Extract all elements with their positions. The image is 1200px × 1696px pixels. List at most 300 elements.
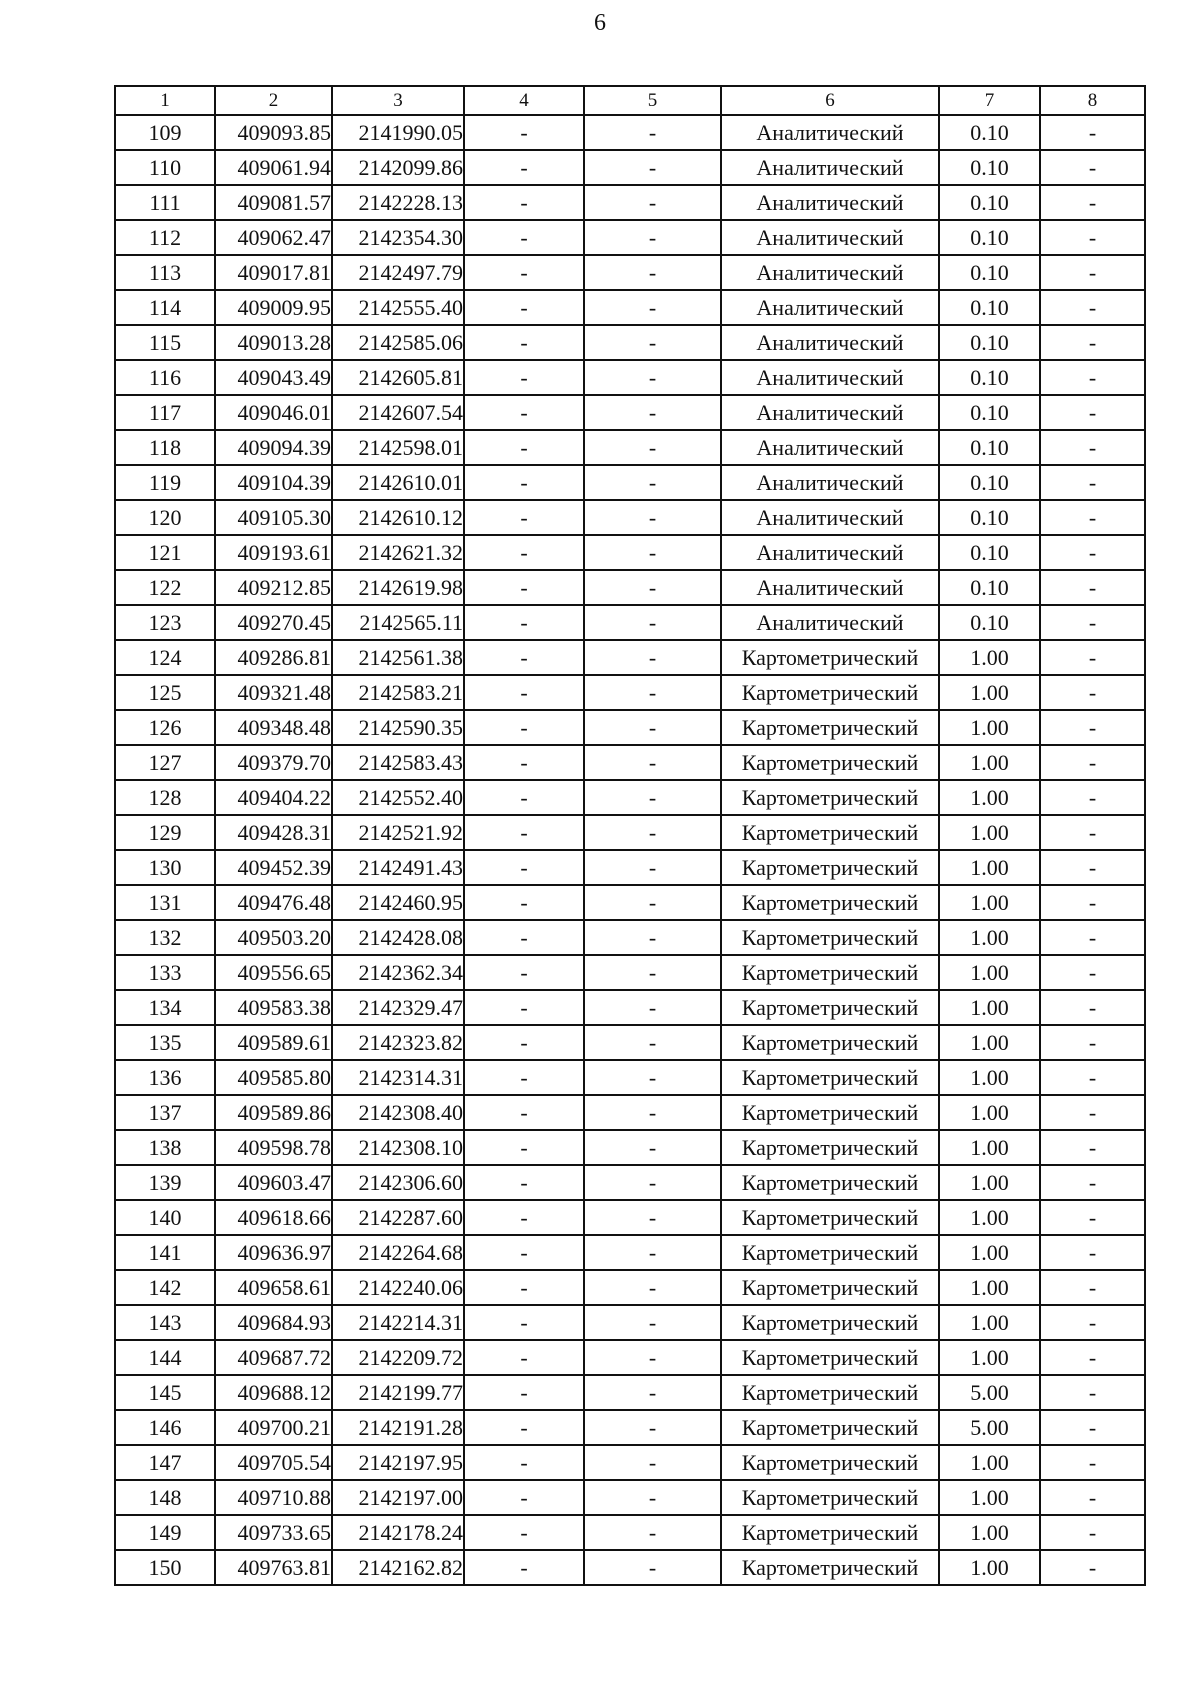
column-8-cell: -	[1040, 1130, 1145, 1165]
point-number-cell: 109	[115, 115, 215, 150]
accuracy-cell: 1.00	[939, 1130, 1040, 1165]
table-row	[115, 1375, 1145, 1410]
column-4-cell: -	[464, 1480, 584, 1515]
column-4-cell: -	[464, 1515, 584, 1550]
table-row	[115, 220, 1145, 255]
table-row	[115, 920, 1145, 955]
y-coordinate-cell: 2142598.01	[332, 430, 464, 465]
point-number-cell: 117	[115, 395, 215, 430]
column-8-cell: -	[1040, 1375, 1145, 1410]
column-5-cell: -	[584, 535, 721, 570]
accuracy-cell: 0.10	[939, 465, 1040, 500]
column-5-cell: -	[584, 1480, 721, 1515]
accuracy-cell: 0.10	[939, 150, 1040, 185]
point-number-cell: 142	[115, 1270, 215, 1305]
x-coordinate-cell: 409013.28	[215, 325, 332, 360]
column-4-cell: -	[464, 1340, 584, 1375]
point-number-cell: 134	[115, 990, 215, 1025]
method-cell: Аналитический	[721, 395, 939, 430]
y-coordinate-cell: 2142099.86	[332, 150, 464, 185]
y-coordinate-cell: 2142565.11	[332, 605, 464, 640]
method-cell: Картометрический	[721, 780, 939, 815]
point-number-cell: 145	[115, 1375, 215, 1410]
point-number-cell: 115	[115, 325, 215, 360]
column-5-cell: -	[584, 1025, 721, 1060]
point-number-cell: 140	[115, 1200, 215, 1235]
method-cell: Картометрический	[721, 1480, 939, 1515]
column-8-cell: -	[1040, 675, 1145, 710]
column-4-cell: -	[464, 885, 584, 920]
method-cell: Аналитический	[721, 150, 939, 185]
column-5-cell: -	[584, 220, 721, 255]
method-cell: Картометрический	[721, 1270, 939, 1305]
column-8-cell: -	[1040, 1515, 1145, 1550]
table-row	[115, 535, 1145, 570]
column-4-cell: -	[464, 570, 584, 605]
column-header: 2	[215, 86, 332, 115]
y-coordinate-cell: 2142197.95	[332, 1445, 464, 1480]
table-row	[115, 710, 1145, 745]
method-cell: Аналитический	[721, 360, 939, 395]
column-8-cell: -	[1040, 920, 1145, 955]
column-8-cell: -	[1040, 640, 1145, 675]
column-4-cell: -	[464, 675, 584, 710]
accuracy-cell: 0.10	[939, 255, 1040, 290]
table-row	[115, 1480, 1145, 1515]
point-number-cell: 135	[115, 1025, 215, 1060]
x-coordinate-cell: 409105.30	[215, 500, 332, 535]
method-cell: Картометрический	[721, 710, 939, 745]
column-5-cell: -	[584, 1515, 721, 1550]
accuracy-cell: 1.00	[939, 955, 1040, 990]
y-coordinate-cell: 2142619.98	[332, 570, 464, 605]
column-8-cell: -	[1040, 850, 1145, 885]
column-5-cell: -	[584, 500, 721, 535]
column-8-cell: -	[1040, 1235, 1145, 1270]
column-5-cell: -	[584, 1200, 721, 1235]
column-4-cell: -	[464, 535, 584, 570]
x-coordinate-cell: 409093.85	[215, 115, 332, 150]
table-body	[115, 115, 1145, 1585]
x-coordinate-cell: 409710.88	[215, 1480, 332, 1515]
column-8-cell: -	[1040, 430, 1145, 465]
point-number-cell: 133	[115, 955, 215, 990]
table-row	[115, 745, 1145, 780]
x-coordinate-cell: 409688.12	[215, 1375, 332, 1410]
x-coordinate-cell: 409081.57	[215, 185, 332, 220]
column-5-cell: -	[584, 850, 721, 885]
column-5-cell: -	[584, 1130, 721, 1165]
y-coordinate-cell: 2142354.30	[332, 220, 464, 255]
column-8-cell: -	[1040, 1200, 1145, 1235]
table-row	[115, 1200, 1145, 1235]
x-coordinate-cell: 409618.66	[215, 1200, 332, 1235]
column-5-cell: -	[584, 1095, 721, 1130]
method-cell: Картометрический	[721, 1550, 939, 1585]
column-4-cell: -	[464, 395, 584, 430]
accuracy-cell: 1.00	[939, 920, 1040, 955]
column-5-cell: -	[584, 780, 721, 815]
y-coordinate-cell: 2142607.54	[332, 395, 464, 430]
column-4-cell: -	[464, 1060, 584, 1095]
x-coordinate-cell: 409583.38	[215, 990, 332, 1025]
point-number-cell: 129	[115, 815, 215, 850]
method-cell: Аналитический	[721, 465, 939, 500]
y-coordinate-cell: 2142329.47	[332, 990, 464, 1025]
method-cell: Картометрический	[721, 1130, 939, 1165]
column-5-cell: -	[584, 570, 721, 605]
column-5-cell: -	[584, 430, 721, 465]
method-cell: Картометрический	[721, 920, 939, 955]
accuracy-cell: 5.00	[939, 1410, 1040, 1445]
column-4-cell: -	[464, 1305, 584, 1340]
point-number-cell: 127	[115, 745, 215, 780]
point-number-cell: 130	[115, 850, 215, 885]
y-coordinate-cell: 2142306.60	[332, 1165, 464, 1200]
method-cell: Аналитический	[721, 325, 939, 360]
accuracy-cell: 0.10	[939, 500, 1040, 535]
point-number-cell: 139	[115, 1165, 215, 1200]
y-coordinate-cell: 2142428.08	[332, 920, 464, 955]
x-coordinate-cell: 409286.81	[215, 640, 332, 675]
x-coordinate-cell: 409428.31	[215, 815, 332, 850]
column-8-cell: -	[1040, 1445, 1145, 1480]
y-coordinate-cell: 2142460.95	[332, 885, 464, 920]
x-coordinate-cell: 409684.93	[215, 1305, 332, 1340]
column-5-cell: -	[584, 325, 721, 360]
column-5-cell: -	[584, 885, 721, 920]
table-row	[115, 1025, 1145, 1060]
column-8-cell: -	[1040, 990, 1145, 1025]
column-5-cell: -	[584, 745, 721, 780]
column-4-cell: -	[464, 1235, 584, 1270]
column-8-cell: -	[1040, 255, 1145, 290]
accuracy-cell: 0.10	[939, 430, 1040, 465]
method-cell: Аналитический	[721, 605, 939, 640]
y-coordinate-cell: 2142621.32	[332, 535, 464, 570]
point-number-cell: 150	[115, 1550, 215, 1585]
method-cell: Аналитический	[721, 185, 939, 220]
page-number: 6	[594, 10, 606, 36]
accuracy-cell: 1.00	[939, 1165, 1040, 1200]
x-coordinate-cell: 409009.95	[215, 290, 332, 325]
y-coordinate-cell: 2142199.77	[332, 1375, 464, 1410]
x-coordinate-cell: 409043.49	[215, 360, 332, 395]
table-row	[115, 115, 1145, 150]
point-number-cell: 121	[115, 535, 215, 570]
column-4-cell: -	[464, 780, 584, 815]
point-number-cell: 148	[115, 1480, 215, 1515]
column-4-cell: -	[464, 850, 584, 885]
column-4-cell: -	[464, 1025, 584, 1060]
table-row	[115, 1340, 1145, 1375]
table-row	[115, 1095, 1145, 1130]
column-8-cell: -	[1040, 955, 1145, 990]
column-8-cell: -	[1040, 1410, 1145, 1445]
accuracy-cell: 0.10	[939, 360, 1040, 395]
column-4-cell: -	[464, 290, 584, 325]
column-5-cell: -	[584, 920, 721, 955]
accuracy-cell: 1.00	[939, 1235, 1040, 1270]
column-8-cell: -	[1040, 1165, 1145, 1200]
y-coordinate-cell: 2142583.21	[332, 675, 464, 710]
accuracy-cell: 1.00	[939, 710, 1040, 745]
x-coordinate-cell: 409476.48	[215, 885, 332, 920]
column-4-cell: -	[464, 360, 584, 395]
accuracy-cell: 1.00	[939, 1270, 1040, 1305]
y-coordinate-cell: 2142228.13	[332, 185, 464, 220]
accuracy-cell: 1.00	[939, 850, 1040, 885]
accuracy-cell: 1.00	[939, 745, 1040, 780]
table-row	[115, 1235, 1145, 1270]
column-4-cell: -	[464, 185, 584, 220]
column-8-cell: -	[1040, 1270, 1145, 1305]
y-coordinate-cell: 2142178.24	[332, 1515, 464, 1550]
table-header-row	[115, 86, 1145, 115]
accuracy-cell: 1.00	[939, 780, 1040, 815]
y-coordinate-cell: 2142162.82	[332, 1550, 464, 1585]
column-4-cell: -	[464, 1165, 584, 1200]
method-cell: Аналитический	[721, 535, 939, 570]
column-8-cell: -	[1040, 605, 1145, 640]
x-coordinate-cell: 409193.61	[215, 535, 332, 570]
y-coordinate-cell: 2142561.38	[332, 640, 464, 675]
column-8-cell: -	[1040, 150, 1145, 185]
y-coordinate-cell: 2142583.43	[332, 745, 464, 780]
column-5-cell: -	[584, 640, 721, 675]
column-4-cell: -	[464, 955, 584, 990]
coordinates-table	[114, 85, 1146, 1586]
y-coordinate-cell: 2142323.82	[332, 1025, 464, 1060]
column-8-cell: -	[1040, 745, 1145, 780]
point-number-cell: 144	[115, 1340, 215, 1375]
y-coordinate-cell: 2142264.68	[332, 1235, 464, 1270]
column-4-cell: -	[464, 150, 584, 185]
table-row	[115, 465, 1145, 500]
column-8-cell: -	[1040, 1060, 1145, 1095]
column-4-cell: -	[464, 1410, 584, 1445]
point-number-cell: 147	[115, 1445, 215, 1480]
accuracy-cell: 1.00	[939, 990, 1040, 1025]
column-5-cell: -	[584, 1305, 721, 1340]
accuracy-cell: 1.00	[939, 1445, 1040, 1480]
point-number-cell: 118	[115, 430, 215, 465]
x-coordinate-cell: 409379.70	[215, 745, 332, 780]
table-row	[115, 290, 1145, 325]
column-header: 5	[584, 86, 721, 115]
accuracy-cell: 0.10	[939, 605, 1040, 640]
y-coordinate-cell: 2142491.43	[332, 850, 464, 885]
table-row	[115, 1130, 1145, 1165]
y-coordinate-cell: 2142240.06	[332, 1270, 464, 1305]
column-8-cell: -	[1040, 115, 1145, 150]
accuracy-cell: 0.10	[939, 570, 1040, 605]
point-number-cell: 119	[115, 465, 215, 500]
column-5-cell: -	[584, 605, 721, 640]
column-4-cell: -	[464, 745, 584, 780]
table-row	[115, 640, 1145, 675]
accuracy-cell: 1.00	[939, 815, 1040, 850]
method-cell: Картометрический	[721, 1060, 939, 1095]
point-number-cell: 143	[115, 1305, 215, 1340]
x-coordinate-cell: 409636.97	[215, 1235, 332, 1270]
column-5-cell: -	[584, 1375, 721, 1410]
column-4-cell: -	[464, 1445, 584, 1480]
x-coordinate-cell: 409658.61	[215, 1270, 332, 1305]
table-row	[115, 430, 1145, 465]
method-cell: Картометрический	[721, 1375, 939, 1410]
column-8-cell: -	[1040, 325, 1145, 360]
column-4-cell: -	[464, 220, 584, 255]
column-5-cell: -	[584, 1445, 721, 1480]
column-5-cell: -	[584, 465, 721, 500]
column-4-cell: -	[464, 1200, 584, 1235]
method-cell: Картометрический	[721, 1515, 939, 1550]
accuracy-cell: 0.10	[939, 185, 1040, 220]
column-8-cell: -	[1040, 185, 1145, 220]
table-row	[115, 150, 1145, 185]
method-cell: Картометрический	[721, 850, 939, 885]
column-4-cell: -	[464, 1130, 584, 1165]
x-coordinate-cell: 409556.65	[215, 955, 332, 990]
x-coordinate-cell: 409603.47	[215, 1165, 332, 1200]
point-number-cell: 136	[115, 1060, 215, 1095]
point-number-cell: 112	[115, 220, 215, 255]
method-cell: Картометрический	[721, 745, 939, 780]
column-8-cell: -	[1040, 710, 1145, 745]
x-coordinate-cell: 409705.54	[215, 1445, 332, 1480]
x-coordinate-cell: 409687.72	[215, 1340, 332, 1375]
accuracy-cell: 1.00	[939, 675, 1040, 710]
method-cell: Картометрический	[721, 1445, 939, 1480]
table-row	[115, 850, 1145, 885]
method-cell: Аналитический	[721, 290, 939, 325]
column-5-cell: -	[584, 1235, 721, 1270]
column-8-cell: -	[1040, 885, 1145, 920]
column-8-cell: -	[1040, 500, 1145, 535]
column-header: 6	[721, 86, 939, 115]
method-cell: Картометрический	[721, 1305, 939, 1340]
accuracy-cell: 1.00	[939, 1480, 1040, 1515]
y-coordinate-cell: 2142585.06	[332, 325, 464, 360]
column-4-cell: -	[464, 255, 584, 290]
x-coordinate-cell: 409589.61	[215, 1025, 332, 1060]
y-coordinate-cell: 2142209.72	[332, 1340, 464, 1375]
column-header: 1	[115, 86, 215, 115]
column-4-cell: -	[464, 325, 584, 360]
column-5-cell: -	[584, 1165, 721, 1200]
y-coordinate-cell: 2142555.40	[332, 290, 464, 325]
point-number-cell: 122	[115, 570, 215, 605]
x-coordinate-cell: 409733.65	[215, 1515, 332, 1550]
table-row	[115, 990, 1145, 1025]
column-8-cell: -	[1040, 395, 1145, 430]
column-4-cell: -	[464, 1095, 584, 1130]
accuracy-cell: 0.10	[939, 220, 1040, 255]
point-number-cell: 149	[115, 1515, 215, 1550]
table-row	[115, 1550, 1145, 1585]
method-cell: Картометрический	[721, 1165, 939, 1200]
method-cell: Аналитический	[721, 255, 939, 290]
accuracy-cell: 1.00	[939, 885, 1040, 920]
column-8-cell: -	[1040, 1550, 1145, 1585]
method-cell: Картометрический	[721, 640, 939, 675]
table-row	[115, 1060, 1145, 1095]
x-coordinate-cell: 409104.39	[215, 465, 332, 500]
x-coordinate-cell: 409061.94	[215, 150, 332, 185]
point-number-cell: 128	[115, 780, 215, 815]
table-row	[115, 675, 1145, 710]
y-coordinate-cell: 2142590.35	[332, 710, 464, 745]
accuracy-cell: 1.00	[939, 640, 1040, 675]
column-8-cell: -	[1040, 360, 1145, 395]
column-8-cell: -	[1040, 570, 1145, 605]
method-cell: Картометрический	[721, 675, 939, 710]
table-row	[115, 955, 1145, 990]
method-cell: Картометрический	[721, 1235, 939, 1270]
table-row	[115, 815, 1145, 850]
table-row	[115, 325, 1145, 360]
column-5-cell: -	[584, 990, 721, 1025]
column-4-cell: -	[464, 1270, 584, 1305]
y-coordinate-cell: 2142552.40	[332, 780, 464, 815]
x-coordinate-cell: 409017.81	[215, 255, 332, 290]
column-4-cell: -	[464, 500, 584, 535]
method-cell: Аналитический	[721, 500, 939, 535]
column-4-cell: -	[464, 990, 584, 1025]
method-cell: Аналитический	[721, 430, 939, 465]
y-coordinate-cell: 2141990.05	[332, 115, 464, 150]
accuracy-cell: 0.10	[939, 535, 1040, 570]
column-8-cell: -	[1040, 290, 1145, 325]
method-cell: Картометрический	[721, 990, 939, 1025]
column-5-cell: -	[584, 360, 721, 395]
x-coordinate-cell: 409700.21	[215, 1410, 332, 1445]
accuracy-cell: 1.00	[939, 1340, 1040, 1375]
x-coordinate-cell: 409062.47	[215, 220, 332, 255]
column-5-cell: -	[584, 290, 721, 325]
column-4-cell: -	[464, 815, 584, 850]
column-8-cell: -	[1040, 465, 1145, 500]
x-coordinate-cell: 409094.39	[215, 430, 332, 465]
column-4-cell: -	[464, 605, 584, 640]
point-number-cell: 123	[115, 605, 215, 640]
point-number-cell: 113	[115, 255, 215, 290]
column-5-cell: -	[584, 1270, 721, 1305]
y-coordinate-cell: 2142521.92	[332, 815, 464, 850]
method-cell: Картометрический	[721, 885, 939, 920]
point-number-cell: 137	[115, 1095, 215, 1130]
column-4-cell: -	[464, 640, 584, 675]
column-5-cell: -	[584, 815, 721, 850]
column-5-cell: -	[584, 955, 721, 990]
column-header: 3	[332, 86, 464, 115]
column-5-cell: -	[584, 1410, 721, 1445]
method-cell: Аналитический	[721, 115, 939, 150]
x-coordinate-cell: 409452.39	[215, 850, 332, 885]
method-cell: Картометрический	[721, 815, 939, 850]
point-number-cell: 114	[115, 290, 215, 325]
accuracy-cell: 1.00	[939, 1025, 1040, 1060]
point-number-cell: 141	[115, 1235, 215, 1270]
column-5-cell: -	[584, 1340, 721, 1375]
x-coordinate-cell: 409046.01	[215, 395, 332, 430]
accuracy-cell: 1.00	[939, 1550, 1040, 1585]
table-row	[115, 570, 1145, 605]
y-coordinate-cell: 2142191.28	[332, 1410, 464, 1445]
column-5-cell: -	[584, 710, 721, 745]
point-number-cell: 131	[115, 885, 215, 920]
